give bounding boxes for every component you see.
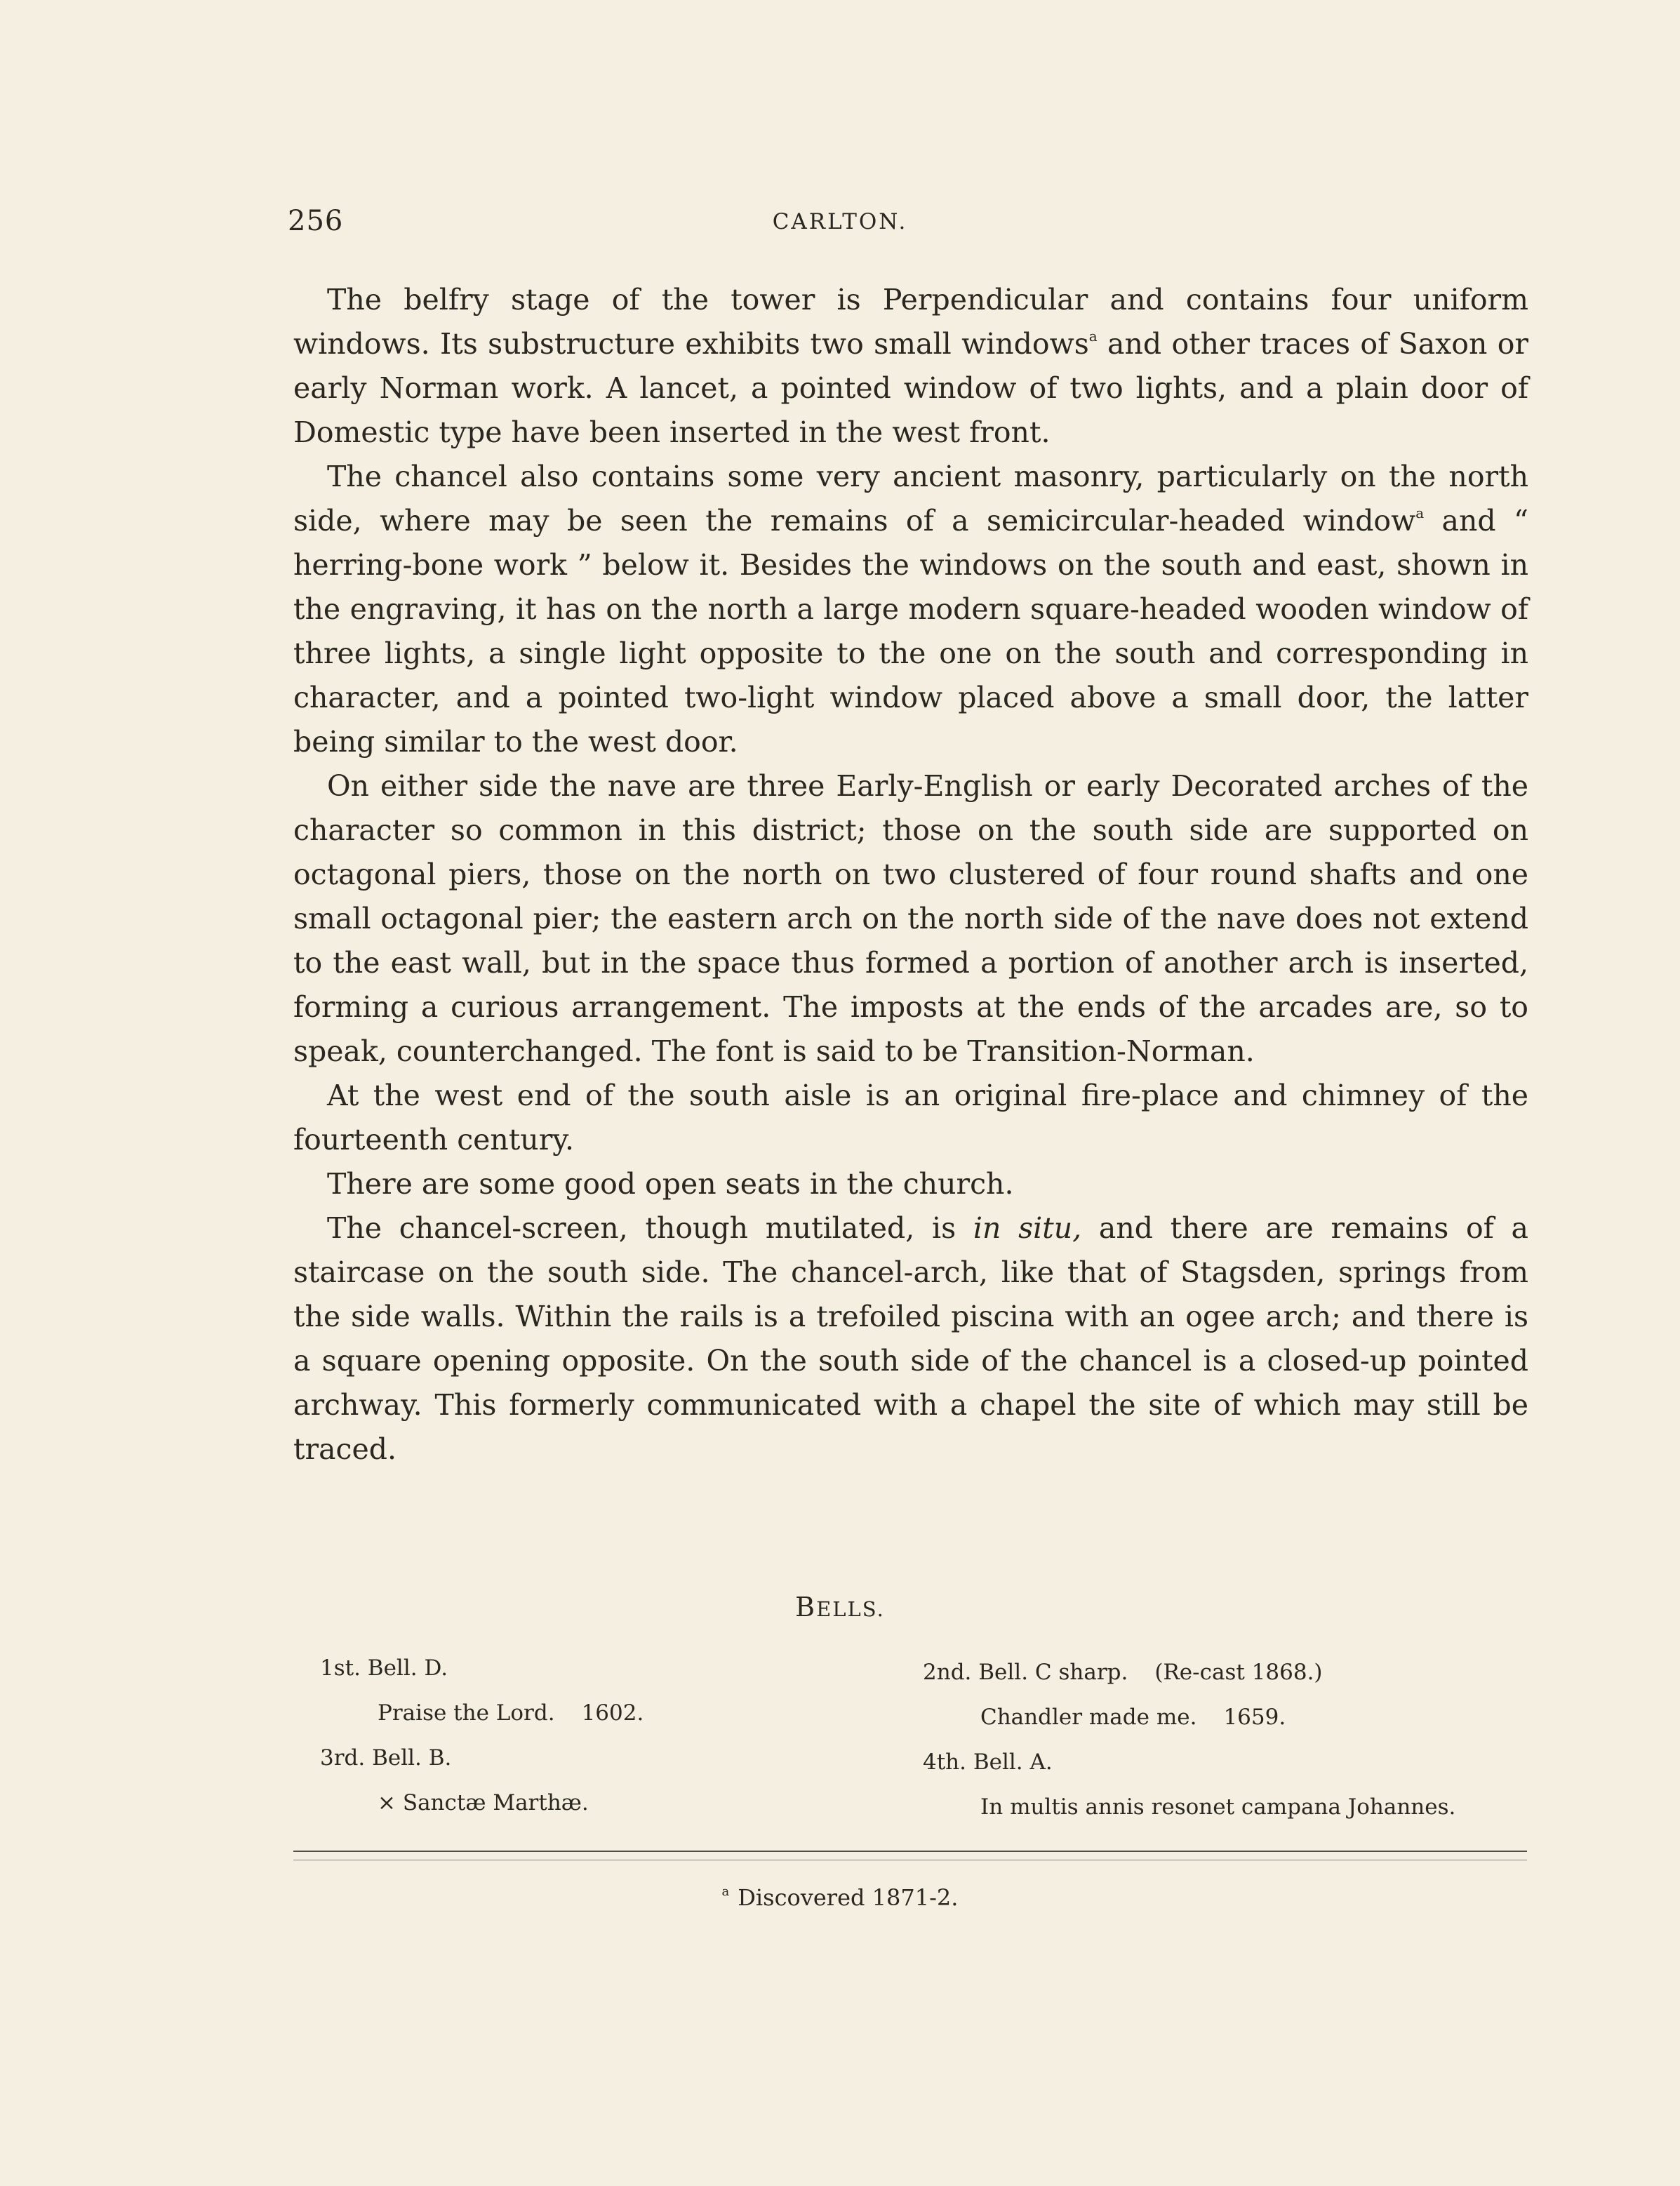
bells-heading: BELLS.	[795, 1592, 885, 1622]
footnote-ref: a	[1088, 328, 1098, 345]
page-number: 256	[288, 205, 344, 237]
footnote-text: Discovered 1871-2.	[738, 1884, 959, 1911]
bell-4-inscription: In multis annis resonet campana Johannes.	[980, 1794, 1456, 1820]
body-text	[293, 278, 1528, 1472]
footnote-marker: a	[721, 1884, 730, 1899]
bell-1-label: 1st. Bell. D.	[320, 1655, 448, 1681]
bell-4-label: 4th. Bell. A.	[923, 1750, 1053, 1775]
paragraph-chancel-screen: The chancel-screen, though mutilated, is in situ, and there are remains of a staircase on the south side. The chancel-arch, like that of Stagsden, springs from the side walls. Within the rails is a trefoiled piscina with an ogee arch; and there is a square opening opposite. On the south side of the chancel is a closed-up pointed archway. This formerly communicated with a chapel the site of which may still be traced.	[293, 1211, 1529, 1466]
paragraph-chancel: The chancel also contains some very ancient masonry, particularly on the north side, where may be seen the remains of a semicircular-headed window$^a$ and “ herring-bone work ” below it. Besides the windows on the south and east, shown in the engraving, it has on the north a large modern square-headed wooden window of three lights, a single light opposite to the one on the south and corresponding in character, and a pointed two-light window placed above a small door, the latter being similar to the west door.	[293, 460, 1528, 759]
bell-3-label: 3rd. Bell. B.	[320, 1745, 452, 1771]
paragraph-belfry: The belfry stage of the tower is Perpendicular and contains four uniform windows. Its substructure exhibits two small windows$^a$ and other traces of Saxon or early Norman work. A lancet, a pointed window of two lights, and a plain door of Domestic type have been inserted in the west front.	[293, 283, 1528, 449]
bell-1-inscription: Praise the Lord. 1602.	[378, 1700, 644, 1726]
bell-3-inscription: × Sanctæ Marthæ.	[378, 1790, 589, 1815]
footnote	[0, 1884, 1680, 1911]
bell-2-inscription: Chandler made me. 1659.	[980, 1705, 1286, 1730]
bells-right-column	[923, 1650, 1455, 1830]
paragraph-seats: There are some good open seats in the church.	[327, 1167, 1014, 1201]
paragraph-fireplace: At the west end of the south aisle is an original fire-place and chimney of the fourteenth century.	[293, 1079, 1528, 1157]
bell-2-label: 2nd. Bell. C sharp. (Re-cast 1868.)	[923, 1660, 1323, 1685]
running-title: CARLTON.	[772, 209, 908, 234]
footnote-ref: a	[1415, 505, 1425, 521]
bells-left-column	[320, 1646, 644, 1825]
footnote-rule	[293, 1851, 1527, 1852]
paragraph-nave-arches: On either side the nave are three Early-English or early Decorated arches of the character so common in this district; those on the south side are supported on octagonal piers, those on the north on two clustered of four round shafts and one small octagonal pier; the eastern arch on the north side of the nave does not extend to the east wall, but in the space thus formed a portion of another arch is inserted, forming a curious arrangement. The imposts at the ends of the arcades are, so to speak, counterchanged. The font is said to be Transition-Norman.	[293, 769, 1528, 1068]
